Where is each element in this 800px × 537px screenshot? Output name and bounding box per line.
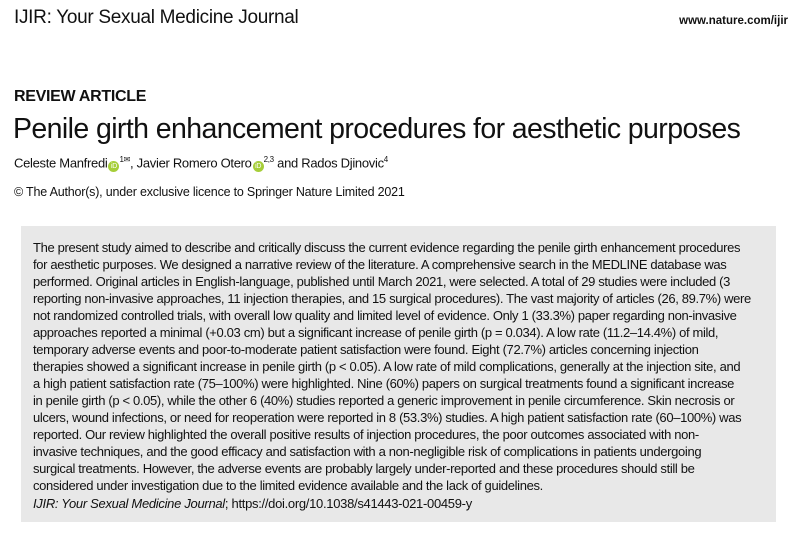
abstract-line: temporary adverse events and poor-to-moderate patient satisfaction were found. Eight (72.7%) articles concerning injection xyxy=(33,342,699,357)
abstract-line: reported. Our review highlighted the overall positive results of injection procedures, the poor outcomes associated with non- xyxy=(33,427,699,442)
mail-icon[interactable]: ✉ xyxy=(123,155,131,164)
abstract-line: invasive techniques, and the good efficacy and satisfaction with a non-negligible risk of complications in patients undergoing xyxy=(33,444,702,459)
abstract-line: therapies showed a significant increase in penile girth (p < 0.05). A low rate of mild complications, generally at the injection site, and xyxy=(33,359,741,374)
affiliation: 1 xyxy=(119,155,124,164)
abstract-box xyxy=(21,226,776,522)
author-list xyxy=(14,155,388,172)
abstract-line: reporting non-invasive approaches, 11 injection therapies, and 15 surgical procedures). The vast majority of articles (26, 89.7%) were xyxy=(33,291,751,306)
abstract-line: a high patient satisfaction rate (75–100%) were highlighted. Nine (60%) papers on surgical treatments found a significant increase xyxy=(33,376,734,391)
abstract-line: for aesthetic purposes. We designed a narrative review of the literature. A comprehensive search in the MEDLINE database was xyxy=(33,257,727,272)
abstract-line: The present study aimed to describe and critically discuss the current evidence regarding the penile girth enhancement procedures xyxy=(33,240,741,255)
affiliation: 2,3 xyxy=(263,155,274,164)
orcid-icon[interactable]: iD xyxy=(108,161,119,172)
abstract-line: not randomized controlled trials, with overall low quality and limited level of evidence. Only 1 (33.3%) paper regarding non-invasive xyxy=(33,308,737,323)
author-name[interactable]: Celeste Manfredi xyxy=(14,155,108,171)
abstract-line: approaches reported a minimal (+0.03 cm) but a significant increase of penile girth (p = 0.034). A low rate (11.2–14.4%) of mild, xyxy=(33,325,719,340)
citation xyxy=(33,496,472,511)
separator: and xyxy=(273,155,302,171)
orcid-icon[interactable]: iD xyxy=(253,161,264,172)
abstract-line: surgical treatments. However, the adverse events are probably largely under-reported and these procedures should still be xyxy=(33,461,695,476)
abstract-line: considered under investigation due to the limited evidence available and the lack of guidelines. xyxy=(33,478,543,493)
abstract-line: performed. Original articles in English-language, published until March 2021, were selected. A total of 29 studies were included (3 xyxy=(33,274,731,289)
copyright: © The Author(s), under exclusive licence to Springer Nature Limited 2021 xyxy=(14,185,405,199)
abstract-line: ulcers, wound infections, or need for reoperation were reported in 8 (53.3%) studies. A high patient satisfaction rate (60–100%) was xyxy=(33,410,742,425)
author-name[interactable]: Javier Romero Otero xyxy=(136,155,252,171)
article-title: Penile girth enhancement procedures for aesthetic purposes xyxy=(13,113,741,145)
citation-doi-link[interactable]: ; https://doi.org/10.1038/s41443-021-00459-y xyxy=(224,496,472,511)
journal-name: IJIR: Your Sexual Medicine Journal xyxy=(14,7,299,28)
author-name[interactable]: Rados Djinovic xyxy=(301,155,384,171)
citation-journal: IJIR: Your Sexual Medicine Journal xyxy=(33,496,225,511)
separator: , xyxy=(130,155,137,171)
abstract-line: in penile girth (p < 0.05), while the other 6 (40%) studies reported a generic improvement in penile circumference. Skin necrosis or xyxy=(33,393,735,408)
journal-url-link[interactable]: www.nature.com/ijir xyxy=(679,15,788,27)
affiliation: 4 xyxy=(383,155,388,164)
article-type: REVIEW ARTICLE xyxy=(14,88,147,105)
